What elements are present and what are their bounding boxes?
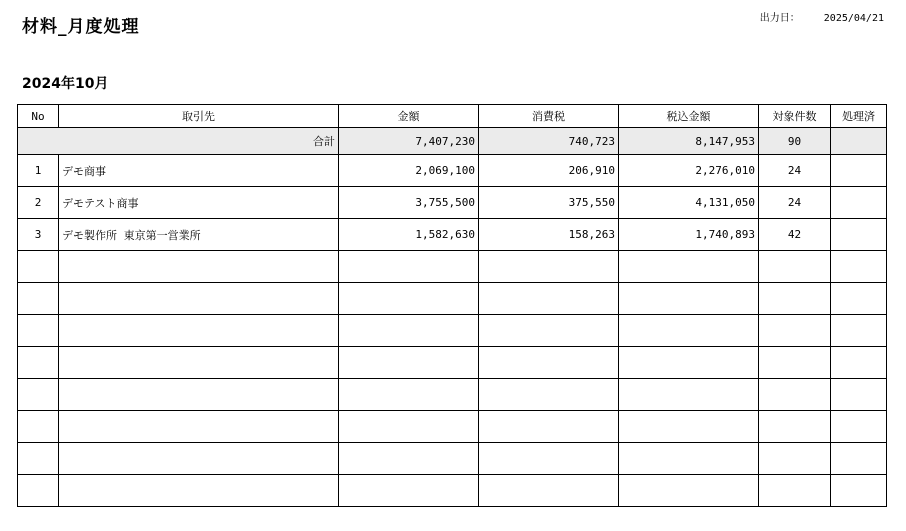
row-count (759, 475, 831, 507)
row-no: 3 (18, 219, 59, 251)
row-no (18, 251, 59, 283)
row-processed (831, 315, 887, 347)
row-count (759, 251, 831, 283)
report-period: 2024年10月 (22, 76, 109, 92)
row-total-amount: 2,276,010 (619, 155, 759, 187)
row-count (759, 379, 831, 411)
row-tax (479, 251, 619, 283)
row-tax (479, 411, 619, 443)
row-tax (479, 283, 619, 315)
row-no (18, 411, 59, 443)
row-total-amount (619, 475, 759, 507)
row-no (18, 475, 59, 507)
row-amount (339, 315, 479, 347)
column-header-total-amount: 税込金額 (619, 105, 759, 128)
output-date-info (760, 9, 884, 24)
row-processed (831, 347, 887, 379)
table-row (18, 347, 887, 379)
row-count: 42 (759, 219, 831, 251)
total-label: 合計 (18, 128, 339, 155)
row-partner (59, 443, 339, 475)
monthly-report-table (17, 104, 887, 507)
row-total-amount (619, 443, 759, 475)
row-tax (479, 347, 619, 379)
table-row (18, 219, 887, 251)
table-row (18, 251, 887, 283)
row-amount: 2,069,100 (339, 155, 479, 187)
table-row (18, 187, 887, 219)
row-partner (59, 379, 339, 411)
total-row (18, 128, 887, 155)
row-partner (59, 315, 339, 347)
row-total-amount (619, 379, 759, 411)
row-amount (339, 443, 479, 475)
row-amount (339, 347, 479, 379)
column-header-count: 対象件数 (759, 105, 831, 128)
column-header-partner: 取引先 (59, 105, 339, 128)
total-tax: 740,723 (479, 128, 619, 155)
row-partner: デモ製作所 東京第一営業所 (59, 219, 339, 251)
row-total-amount (619, 411, 759, 443)
row-total-amount (619, 315, 759, 347)
total-processed (831, 128, 887, 155)
table-header-row (18, 105, 887, 128)
row-partner (59, 347, 339, 379)
row-tax (479, 315, 619, 347)
row-processed (831, 219, 887, 251)
row-partner: デモ商事 (59, 155, 339, 187)
row-processed (831, 283, 887, 315)
row-amount: 3,755,500 (339, 187, 479, 219)
row-count (759, 443, 831, 475)
row-processed (831, 411, 887, 443)
table-row (18, 443, 887, 475)
output-date-label: 出力日： (759, 13, 800, 24)
row-total-amount: 1,740,893 (619, 219, 759, 251)
row-count: 24 (759, 187, 831, 219)
row-count (759, 411, 831, 443)
output-date-value: 2025/04/21 (823, 13, 884, 24)
row-partner (59, 475, 339, 507)
row-partner (59, 251, 339, 283)
row-amount (339, 283, 479, 315)
table-row (18, 475, 887, 507)
table-row (18, 315, 887, 347)
row-tax (479, 379, 619, 411)
row-processed (831, 379, 887, 411)
table-row (18, 379, 887, 411)
row-total-amount: 4,131,050 (619, 187, 759, 219)
row-tax: 375,550 (479, 187, 619, 219)
row-total-amount (619, 251, 759, 283)
page-title: 材料_月度処理 (22, 17, 140, 37)
table-row (18, 155, 887, 187)
row-processed (831, 443, 887, 475)
row-partner (59, 283, 339, 315)
row-count (759, 283, 831, 315)
row-amount (339, 251, 479, 283)
column-header-tax: 消費税 (479, 105, 619, 128)
row-count (759, 315, 831, 347)
table-row (18, 283, 887, 315)
total-total-amount: 8,147,953 (619, 128, 759, 155)
row-amount (339, 379, 479, 411)
row-no: 1 (18, 155, 59, 187)
row-processed (831, 475, 887, 507)
row-no (18, 283, 59, 315)
total-amount: 7,407,230 (339, 128, 479, 155)
row-no (18, 379, 59, 411)
column-header-processed: 処理済 (831, 105, 887, 128)
column-header-no: No (18, 105, 59, 128)
row-amount: 1,582,630 (339, 219, 479, 251)
row-no: 2 (18, 187, 59, 219)
row-no (18, 315, 59, 347)
table-row (18, 411, 887, 443)
row-tax: 206,910 (479, 155, 619, 187)
row-no (18, 347, 59, 379)
row-total-amount (619, 283, 759, 315)
row-tax (479, 475, 619, 507)
row-partner: デモテスト商事 (59, 187, 339, 219)
row-processed (831, 155, 887, 187)
row-tax: 158,263 (479, 219, 619, 251)
row-amount (339, 411, 479, 443)
row-processed (831, 251, 887, 283)
row-tax (479, 443, 619, 475)
row-count (759, 347, 831, 379)
column-header-amount: 金額 (339, 105, 479, 128)
row-total-amount (619, 347, 759, 379)
row-amount (339, 475, 479, 507)
row-partner (59, 411, 339, 443)
total-count: 90 (759, 128, 831, 155)
row-no (18, 443, 59, 475)
row-processed (831, 187, 887, 219)
row-count: 24 (759, 155, 831, 187)
